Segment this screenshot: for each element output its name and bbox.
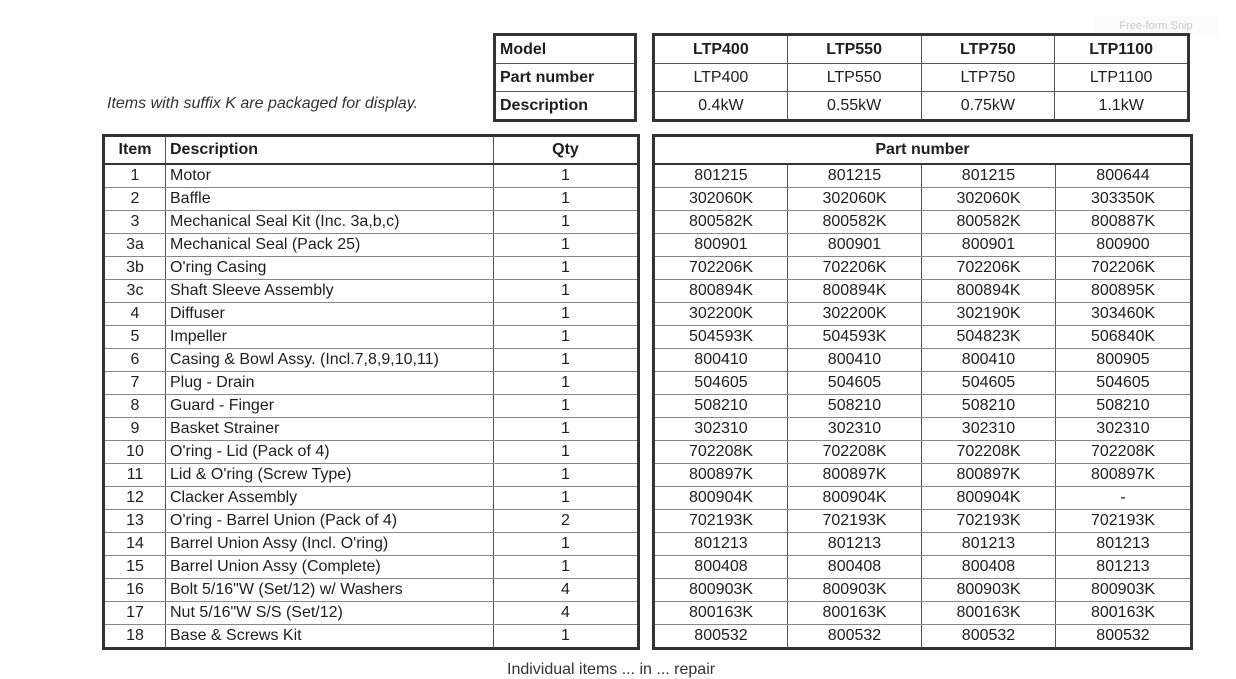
part-number-cell: 800408 (922, 556, 1056, 579)
part-number-cell: 302190K (922, 303, 1056, 326)
part-number-table (652, 134, 1193, 650)
description-cell: Barrel Union Assy (Incl. O'ring) (166, 533, 494, 556)
item-cell: 18 (104, 625, 166, 649)
item-cell: 9 (104, 418, 166, 441)
part-number-cell: 800904K (654, 487, 788, 510)
table-row (654, 556, 1192, 579)
part-number-cell: 800887K (1056, 211, 1192, 234)
table-row (654, 418, 1192, 441)
qty-cell: 1 (494, 464, 639, 487)
table-row (104, 280, 639, 303)
table-row (104, 257, 639, 280)
part-number-cell: 800408 (788, 556, 922, 579)
part-number-cell: 702206K (654, 257, 788, 280)
part-number-cell: 702208K (788, 441, 922, 464)
item-cell: 4 (104, 303, 166, 326)
part-number-cell: 801213 (922, 533, 1056, 556)
part-number-cell: 800894K (654, 280, 788, 303)
table-row (654, 257, 1192, 280)
part-number-cell: 508210 (1056, 395, 1192, 418)
table-row (654, 234, 1192, 257)
part-number-column-header: Part number (654, 136, 1192, 165)
item-cell: 11 (104, 464, 166, 487)
part-number-cell: 702193K (788, 510, 922, 533)
part-number-cell: 800163K (788, 602, 922, 625)
model-description: 1.1kW (1055, 92, 1189, 121)
part-number-cell: 702208K (654, 441, 788, 464)
part-number-cell: 504605 (788, 372, 922, 395)
item-cell: 3b (104, 257, 166, 280)
table-row (654, 602, 1192, 625)
item-cell: 2 (104, 188, 166, 211)
description-cell: Nut 5/16"W S/S (Set/12) (166, 602, 494, 625)
part-number-cell: 801213 (1056, 556, 1192, 579)
part-number-cell: 504823K (922, 326, 1056, 349)
item-cell: 15 (104, 556, 166, 579)
part-number-cell: 506840K (1056, 326, 1192, 349)
part-number-cell: 702208K (1056, 441, 1192, 464)
description-label: Description (500, 96, 589, 114)
model-header-values (652, 33, 1190, 122)
table-row (104, 326, 639, 349)
description-cell: Bolt 5/16"W (Set/12) w/ Washers (166, 579, 494, 602)
item-cell: 5 (104, 326, 166, 349)
part-number-cell: 801213 (788, 533, 922, 556)
item-cell: 10 (104, 441, 166, 464)
part-number-cell: 302060K (788, 188, 922, 211)
qty-cell: 1 (494, 625, 639, 649)
table-row (104, 464, 639, 487)
part-number-cell: 801215 (788, 164, 922, 188)
qty-cell: 4 (494, 602, 639, 625)
qty-cell: 1 (494, 257, 639, 280)
part-number-cell: 800897K (654, 464, 788, 487)
part-number-cell: 800904K (788, 487, 922, 510)
table-row (104, 441, 639, 464)
part-number-cell: 800894K (922, 280, 1056, 303)
description-cell: Guard - Finger (166, 395, 494, 418)
item-cell: 3 (104, 211, 166, 234)
qty-cell: 1 (494, 395, 639, 418)
qty-cell: 1 (494, 372, 639, 395)
part-number-cell: 302310 (788, 418, 922, 441)
description-cell: Mechanical Seal (Pack 25) (166, 234, 494, 257)
part-number-cell: 801213 (1056, 533, 1192, 556)
item-cell: 17 (104, 602, 166, 625)
model-part-number: LTP750 (921, 64, 1055, 92)
description-cell: Diffuser (166, 303, 494, 326)
table-row (654, 280, 1192, 303)
model-part-number: LTP400 (654, 64, 788, 92)
table-row (654, 303, 1192, 326)
part-number-cell: 800163K (654, 602, 788, 625)
model-header-labels (493, 33, 637, 122)
part-number-cell: 800408 (654, 556, 788, 579)
part-number-cell: 800410 (654, 349, 788, 372)
part-number-cell: 303460K (1056, 303, 1192, 326)
part-number-cell: 800903K (788, 579, 922, 602)
part-number-cell: 702208K (922, 441, 1056, 464)
description-cell: Motor (166, 164, 494, 188)
table-row (104, 188, 639, 211)
qty-cell: 1 (494, 164, 639, 188)
description-cell: O'ring - Lid (Pack of 4) (166, 441, 494, 464)
part-number-cell: 801215 (654, 164, 788, 188)
model-description: 0.55kW (787, 92, 921, 121)
part-number-cell: - (1056, 487, 1192, 510)
part-number-cell: 800901 (788, 234, 922, 257)
model-part-number: LTP550 (787, 64, 921, 92)
model-name: LTP400 (654, 35, 788, 64)
table-row (104, 372, 639, 395)
model-part-number: LTP1100 (1055, 64, 1189, 92)
qty-cell: 1 (494, 487, 639, 510)
qty-cell: 2 (494, 510, 639, 533)
table-row (654, 464, 1192, 487)
description-cell: Clacker Assembly (166, 487, 494, 510)
part-number-cell: 800897K (788, 464, 922, 487)
cut-off-footer-text: Individual items ... in ... repair (507, 661, 716, 678)
qty-cell: 4 (494, 579, 639, 602)
part-number-cell: 800644 (1056, 164, 1192, 188)
qty-cell: 1 (494, 441, 639, 464)
description-cell: Mechanical Seal Kit (Inc. 3a,b,c) (166, 211, 494, 234)
part-number-cell: 800410 (788, 349, 922, 372)
part-number-cell: 702206K (922, 257, 1056, 280)
part-number-cell: 504605 (1056, 372, 1192, 395)
description-cell: Lid & O'ring (Screw Type) (166, 464, 494, 487)
part-number-cell: 800901 (922, 234, 1056, 257)
table-row (654, 487, 1192, 510)
part-number-cell: 800903K (922, 579, 1056, 602)
description-cell: Casing & Bowl Assy. (Incl.7,8,9,10,11) (166, 349, 494, 372)
part-number-cell: 303350K (1056, 188, 1192, 211)
part-number-cell: 504605 (654, 372, 788, 395)
table-row (104, 579, 639, 602)
part-number-cell: 800532 (1056, 625, 1192, 649)
part-number-cell: 702206K (788, 257, 922, 280)
table-row (104, 164, 639, 188)
table-row (654, 395, 1192, 418)
table-row (654, 372, 1192, 395)
description-column-header: Description (166, 136, 494, 165)
part-number-cell: 800582K (788, 211, 922, 234)
qty-cell: 1 (494, 188, 639, 211)
table-row (104, 556, 639, 579)
part-number-cell: 800903K (1056, 579, 1192, 602)
item-cell: 13 (104, 510, 166, 533)
part-number-cell: 800904K (922, 487, 1056, 510)
description-cell: Shaft Sleeve Assembly (166, 280, 494, 303)
item-cell: 14 (104, 533, 166, 556)
qty-cell: 1 (494, 234, 639, 257)
parts-item-table (102, 134, 640, 650)
table-row (104, 602, 639, 625)
qty-cell: 1 (494, 556, 639, 579)
table-row (654, 349, 1192, 372)
table-row (104, 487, 639, 510)
table-row (104, 234, 639, 257)
table-row (654, 188, 1192, 211)
qty-cell: 1 (494, 418, 639, 441)
item-cell: 8 (104, 395, 166, 418)
part-number-cell: 800532 (788, 625, 922, 649)
part-number-cell: 702193K (654, 510, 788, 533)
model-description: 0.75kW (921, 92, 1055, 121)
model-name: LTP1100 (1055, 35, 1189, 64)
table-row (654, 211, 1192, 234)
description-cell: Barrel Union Assy (Complete) (166, 556, 494, 579)
part-number-cell: 302310 (654, 418, 788, 441)
table-row (104, 625, 639, 649)
table-row (654, 579, 1192, 602)
part-number-cell: 504593K (654, 326, 788, 349)
part-number-cell: 800905 (1056, 349, 1192, 372)
part-number-cell: 801215 (922, 164, 1056, 188)
part-number-cell: 508210 (922, 395, 1056, 418)
part-number-cell: 800895K (1056, 280, 1192, 303)
description-cell: Basket Strainer (166, 418, 494, 441)
model-name: LTP750 (921, 35, 1055, 64)
display-packaging-note: Items with suffix K are packaged for display. (107, 95, 418, 112)
part-number-cell: 800532 (922, 625, 1056, 649)
table-row (104, 395, 639, 418)
item-column-header: Item (104, 136, 166, 165)
description-cell: Impeller (166, 326, 494, 349)
table-row (654, 326, 1192, 349)
part-number-cell: 800410 (922, 349, 1056, 372)
item-cell: 7 (104, 372, 166, 395)
qty-column-header: Qty (494, 136, 639, 165)
table-row (104, 349, 639, 372)
part-number-cell: 508210 (654, 395, 788, 418)
qty-cell: 1 (494, 349, 639, 372)
part-number-cell: 800894K (788, 280, 922, 303)
model-label: Model (495, 35, 636, 64)
description-cell: Plug - Drain (166, 372, 494, 395)
item-cell: 3a (104, 234, 166, 257)
description-cell: Base & Screws Kit (166, 625, 494, 649)
description-cell: Baffle (166, 188, 494, 211)
part-number-cell: 302310 (1056, 418, 1192, 441)
item-cell: 1 (104, 164, 166, 188)
qty-cell: 1 (494, 280, 639, 303)
part-number-cell: 302310 (922, 418, 1056, 441)
item-cell: 3c (104, 280, 166, 303)
part-number-cell: 504605 (922, 372, 1056, 395)
part-number-cell: 800903K (654, 579, 788, 602)
free-form-snip-badge: Free-form Snip (1094, 16, 1218, 36)
part-number-cell: 800900 (1056, 234, 1192, 257)
part-number-cell: 800582K (922, 211, 1056, 234)
part-number-cell: 302060K (654, 188, 788, 211)
part-number-cell: 302060K (922, 188, 1056, 211)
table-row (654, 441, 1192, 464)
part-number-cell: 800897K (922, 464, 1056, 487)
part-number-cell: 302200K (788, 303, 922, 326)
part-number-cell: 800897K (1056, 464, 1192, 487)
part-number-cell: 702193K (1056, 510, 1192, 533)
table-row (104, 533, 639, 556)
table-row (104, 303, 639, 326)
description-cell: O'ring - Barrel Union (Pack of 4) (166, 510, 494, 533)
part-number-cell: 504593K (788, 326, 922, 349)
table-row (104, 418, 639, 441)
table-row (104, 211, 639, 234)
qty-cell: 1 (494, 326, 639, 349)
item-cell: 16 (104, 579, 166, 602)
qty-cell: 1 (494, 303, 639, 326)
part-number-cell: 800582K (654, 211, 788, 234)
part-number-cell: 800163K (922, 602, 1056, 625)
table-row (654, 510, 1192, 533)
part-number-cell: 702206K (1056, 257, 1192, 280)
item-cell: 6 (104, 349, 166, 372)
part-number-cell: 800163K (1056, 602, 1192, 625)
model-description: 0.4kW (654, 92, 788, 121)
part-number-cell: 800901 (654, 234, 788, 257)
part-number-cell: 508210 (788, 395, 922, 418)
table-row (654, 533, 1192, 556)
table-row (104, 510, 639, 533)
table-row (654, 625, 1192, 649)
part-number-cell: 800532 (654, 625, 788, 649)
part-number-cell: 702193K (922, 510, 1056, 533)
model-name: LTP550 (787, 35, 921, 64)
part-number-cell: 302200K (654, 303, 788, 326)
qty-cell: 1 (494, 533, 639, 556)
part-number-label: Part number (495, 64, 636, 92)
part-number-cell: 801213 (654, 533, 788, 556)
item-cell: 12 (104, 487, 166, 510)
table-row (654, 164, 1192, 188)
description-cell: O'ring Casing (166, 257, 494, 280)
qty-cell: 1 (494, 211, 639, 234)
